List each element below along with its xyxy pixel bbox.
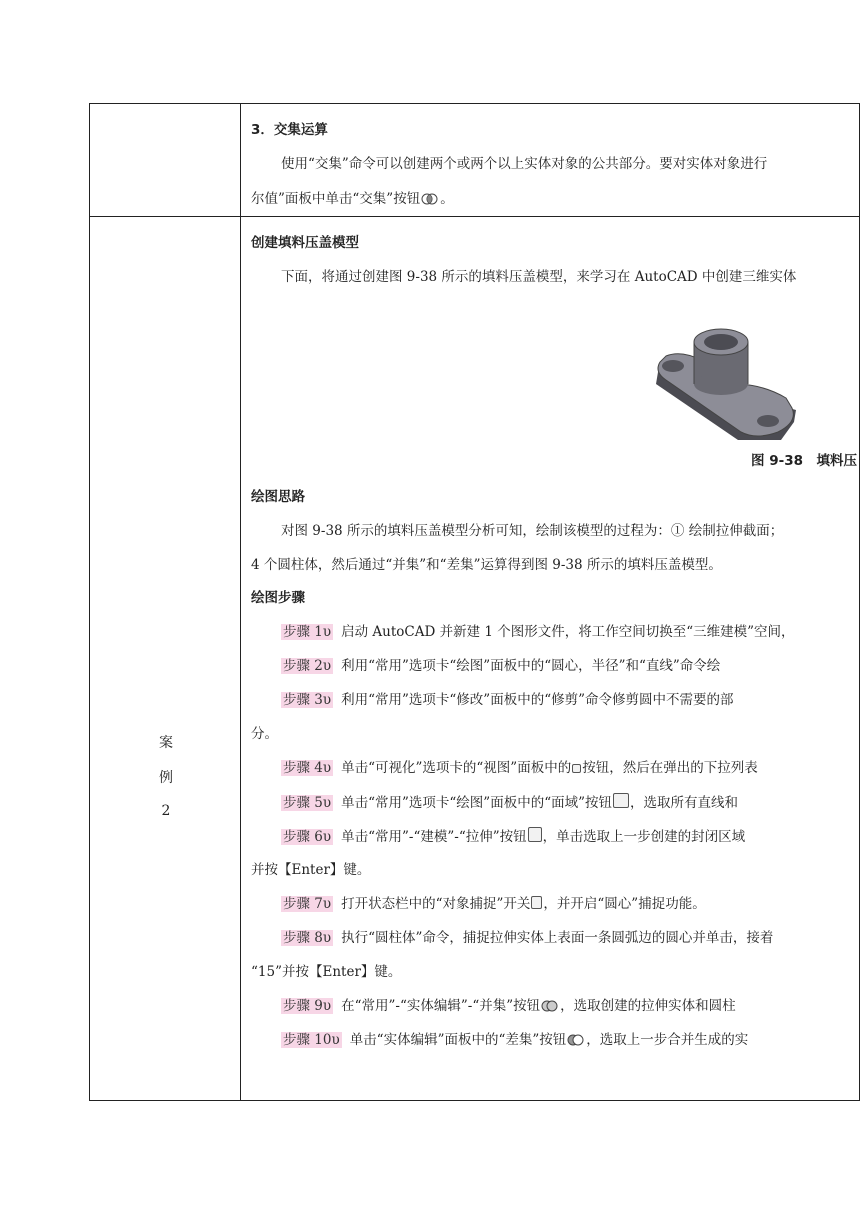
document-table xyxy=(89,103,860,1101)
step-text: 执行“圆柱体”命令，捕捉拉伸实体上表面一条圆弧边的圆心并单击，接着 xyxy=(341,930,774,946)
step-text: 利用“常用”选项卡“绘图”面板中的“圆心，半径”和“直线”命令绘 xyxy=(341,658,721,674)
step-continuation: “15”并按【Enter】键。 xyxy=(251,964,402,980)
step-label: 步骤 4υ xyxy=(283,760,332,776)
table-row xyxy=(90,217,860,1101)
step-line xyxy=(281,793,738,812)
section-heading: 绘图步骤 xyxy=(251,590,305,606)
step-text: 打开状态栏中的“对象捕捉”开关 xyxy=(341,896,531,912)
step-label: 步骤 3υ xyxy=(283,692,332,708)
step-label: 步骤 8υ xyxy=(283,930,332,946)
section-heading: 3．交集运算 xyxy=(251,122,328,138)
intersect-icon xyxy=(421,193,439,205)
case-title: 创建填料压盖模型 xyxy=(251,235,359,251)
paragraph-line: 对图 9-38 所示的填料压盖模型分析可知，绘制该模型的过程为：① 绘制拉伸截面； xyxy=(281,523,784,539)
row1-content-cell xyxy=(241,104,860,217)
step-line xyxy=(281,623,795,641)
step-continuation: 并按【Enter】键。 xyxy=(251,862,371,878)
case-label-char: 例 xyxy=(159,770,173,786)
step-label: 步骤 5υ xyxy=(283,795,332,811)
region-icon xyxy=(613,793,629,808)
step-text: ，并开启“圆心”捕捉功能。 xyxy=(543,896,706,912)
step-line xyxy=(281,929,773,947)
step-line xyxy=(281,657,720,675)
row2-content-cell xyxy=(241,217,860,1101)
table-row xyxy=(90,104,860,217)
step-line xyxy=(281,827,745,846)
step-text: ，单击选取上一步创建的封闭区域 xyxy=(542,829,746,845)
section-heading: 绘图思路 xyxy=(251,489,305,505)
step-text: 在“常用”-“实体编辑”-“并集”按钮 xyxy=(341,998,541,1014)
object-snap-icon xyxy=(531,896,542,909)
step-label: 步骤 2υ xyxy=(283,658,332,674)
step-text: 单击“可视化”选项卡的“视图”面板中的 xyxy=(341,760,572,776)
union-icon xyxy=(541,1000,559,1012)
paragraph-line xyxy=(251,190,454,208)
step-text: ，选取上一步合并生成的实 xyxy=(586,1032,749,1048)
step-text: ，选取创建的拉伸实体和圆柱 xyxy=(560,998,736,1014)
step-line xyxy=(281,759,758,777)
step-text: 单击“常用”选项卡“绘图”面板中的“面域”按钮 xyxy=(341,795,613,811)
extrude-icon xyxy=(528,827,542,842)
step-text: 按钮，然后在弹出的下拉列表 xyxy=(582,760,758,776)
step-text: 启动 AutoCAD 并新建 1 个图形文件，将工作空间切换至“三维建模”空间， xyxy=(341,624,795,640)
packing-gland-model-image xyxy=(646,322,806,442)
step-text: 单击“实体编辑”面板中的“差集”按钮 xyxy=(349,1032,567,1048)
figure-caption: 图 9-38 填料压 xyxy=(751,453,857,469)
step-label: 步骤 9υ xyxy=(283,998,332,1014)
case-label-number: 2 xyxy=(161,803,171,819)
paragraph-line: 使用“交集”命令可以创建两个或两个以上实体对象的公共部分。要对实体对象进行 xyxy=(281,156,768,172)
step-line xyxy=(281,895,706,913)
step-text: 利用“常用”选项卡“修改”面板中的“修剪”命令修剪圆中不需要的部 xyxy=(341,692,734,708)
case-label-char: 案 xyxy=(159,735,173,751)
step-continuation: 分。 xyxy=(251,726,278,742)
step-text: 单击“常用”-“建模”-“拉伸”按钮 xyxy=(341,829,527,845)
step-line xyxy=(281,691,734,709)
subtract-icon xyxy=(567,1034,585,1046)
step-label: 步骤 7υ xyxy=(283,896,332,912)
step-label: 步骤 6υ xyxy=(283,829,332,845)
step-label: 步骤 10υ xyxy=(283,1032,340,1048)
intro-paragraph: 下面，将通过创建图 9-38 所示的填料压盖模型，来学习在 AutoCAD 中创建三维实体 xyxy=(281,269,797,285)
view-dropdown-icon xyxy=(572,764,581,773)
row1-left-cell xyxy=(90,104,241,217)
step-line xyxy=(281,997,736,1015)
paragraph-text: 尔值”面板中单击“交集”按钮 xyxy=(251,191,421,207)
step-line xyxy=(281,1031,748,1049)
step-text: ，选取所有直线和 xyxy=(630,795,739,811)
row2-left-cell xyxy=(90,217,241,1101)
step-label: 步骤 1υ xyxy=(283,624,332,640)
paragraph-text: 。 xyxy=(440,191,454,207)
paragraph-line: 4 个圆柱体，然后通过“并集”和“差集”运算得到图 9-38 所示的填料压盖模型。 xyxy=(251,557,722,573)
